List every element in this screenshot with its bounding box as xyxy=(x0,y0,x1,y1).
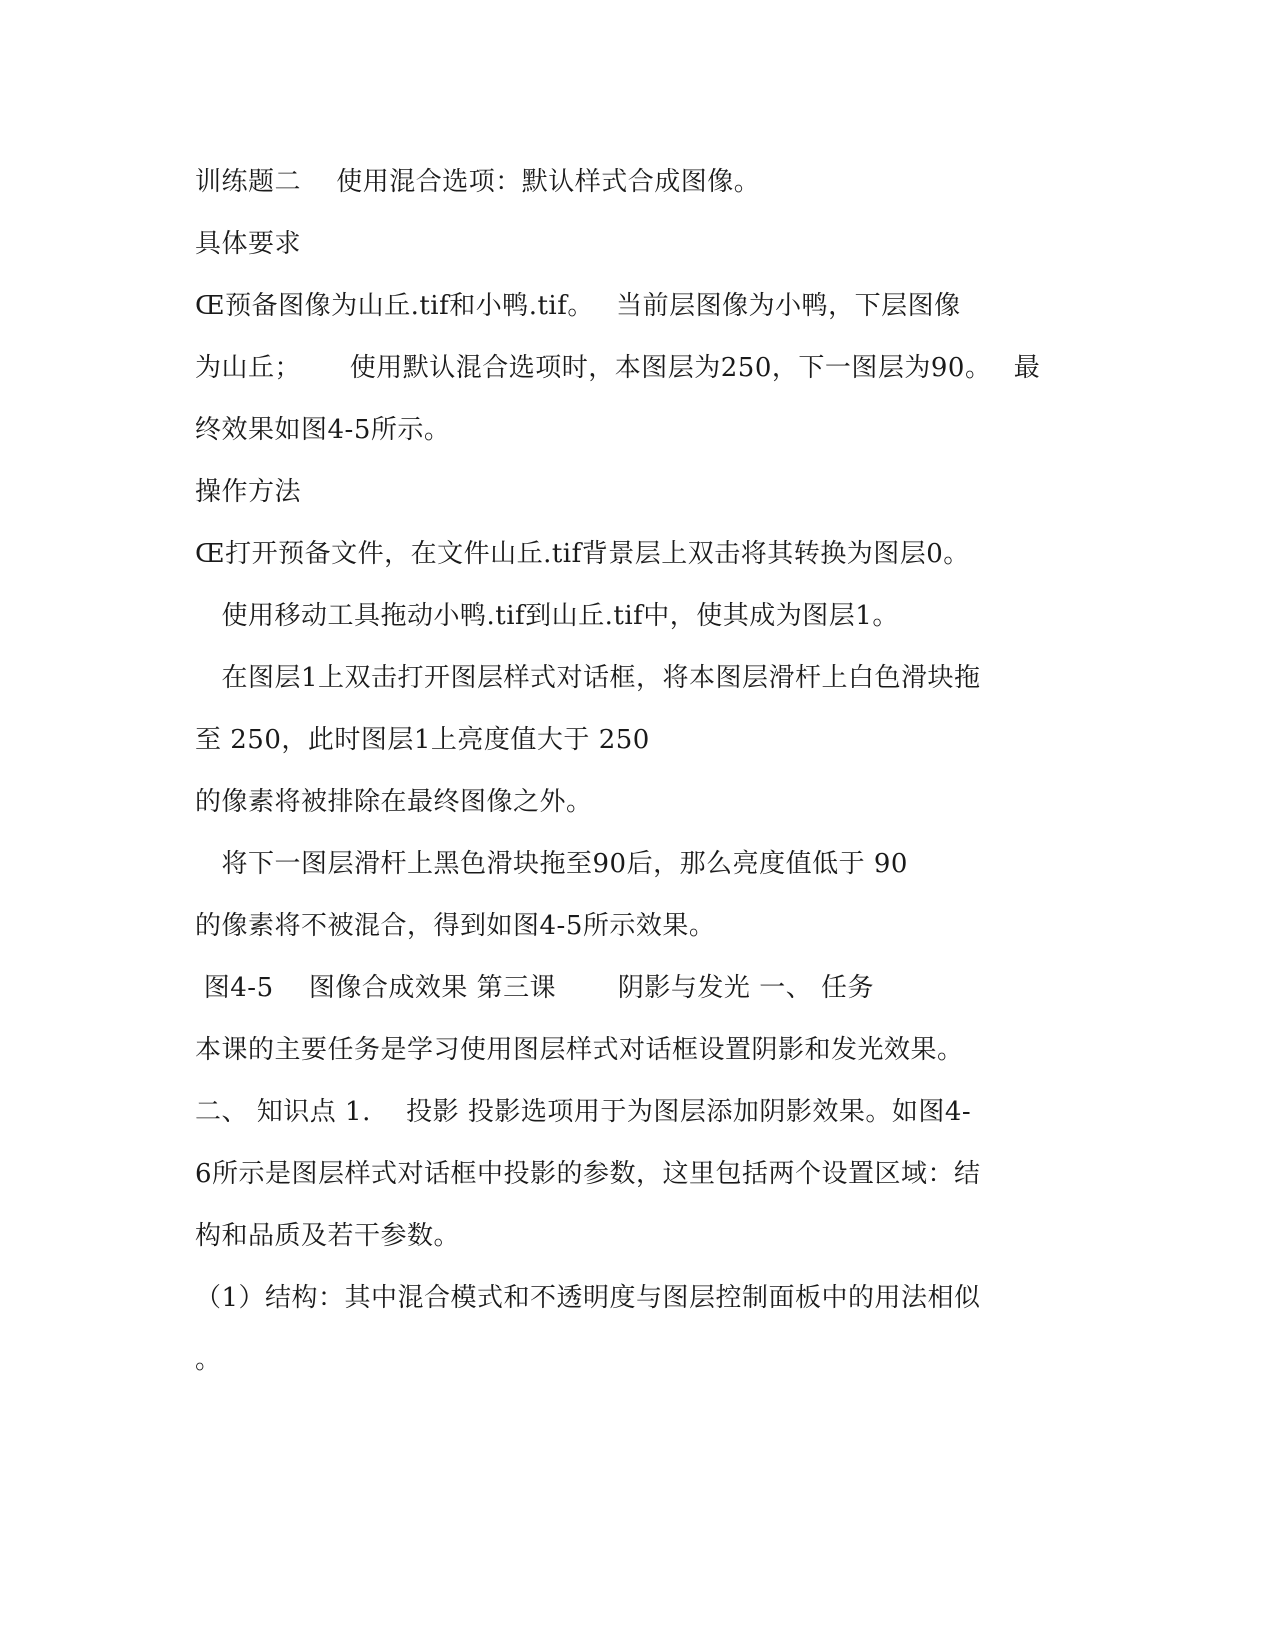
paragraph-line: 构和品质及若干参数。 xyxy=(195,1221,461,1251)
paragraph-line: 。 xyxy=(195,1345,222,1375)
paragraph-line: Œ预备图像为山丘.tif和小鸭.tif。 当前层图像为小鸭，下层图像 xyxy=(195,291,961,321)
paragraph-line: 为山丘； 使用默认混合选项时，本图层为250，下一图层为90。 最 xyxy=(195,353,1041,383)
paragraph-line: 的像素将不被混合，得到如图4-5所示效果。 xyxy=(195,911,716,941)
paragraph-line: 的像素将被排除在最终图像之外。 xyxy=(195,787,593,817)
paragraph-line: 使用移动工具拖动小鸭.tif到山丘.tif中，使其成为图层1。 xyxy=(195,601,899,631)
paragraph-line: 至 250，此时图层1上亮度值大于 250 xyxy=(195,725,650,755)
paragraph-line: 本课的主要任务是学习使用图层样式对话框设置阴影和发光效果。 xyxy=(195,1035,964,1065)
exercise-title: 训练题二 使用混合选项：默认样式合成图像。 xyxy=(195,167,761,197)
paragraph-line: 二、 知识点 1. 投影 投影选项用于为图层添加阴影效果。如图4- xyxy=(195,1097,972,1127)
section-heading-method: 操作方法 xyxy=(195,477,302,507)
paragraph-line: 在图层1上双击打开图层样式对话框，将本图层滑杆上白色滑块拖 xyxy=(195,663,981,693)
paragraph-line: 终效果如图4-5所示。 xyxy=(195,415,451,445)
paragraph-line: 6所示是图层样式对话框中投影的参数，这里包括两个设置区域：结 xyxy=(195,1159,981,1189)
paragraph-line: Œ打开预备文件，在文件山丘.tif背景层上双击将其转换为图层0。 xyxy=(195,539,970,569)
section-heading-requirements: 具体要求 xyxy=(195,229,302,259)
paragraph-line: （1）结构：其中混合模式和不透明度与图层控制面板中的用法相似 xyxy=(195,1283,981,1313)
paragraph-line: 将下一图层滑杆上黑色滑块拖至90后，那么亮度值低于 90 xyxy=(195,849,908,879)
figure-caption-and-lesson-heading: 图4-5 图像合成效果 第三课 阴影与发光 一、 任务 xyxy=(195,973,874,1003)
